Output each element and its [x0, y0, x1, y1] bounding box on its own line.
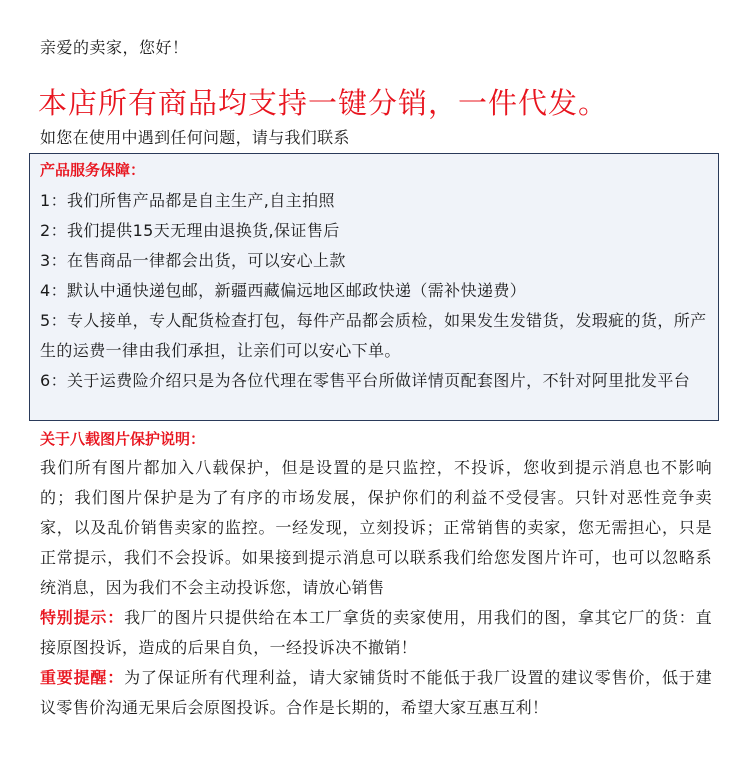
special-notice-paragraph [40, 603, 712, 663]
important-reminder-paragraph [40, 663, 712, 723]
headline-banner: 本店所有商品均支持一键分销，一件代发。 [38, 86, 609, 120]
greeting-text: 亲爱的卖家，您好！ [40, 38, 189, 57]
image-protection-title: 关于八载图片保护说明： [40, 430, 206, 448]
service-item-3: 3：在售商品一律都会出货，可以安心上款 [40, 251, 346, 270]
service-item-2: 2：我们提供15天无理由退换货,保证售后 [40, 221, 340, 240]
service-guarantee-title: 产品服务保障： [40, 161, 146, 179]
important-reminder-section [40, 663, 712, 723]
special-notice-section [40, 603, 712, 663]
important-reminder-label: 重要提醒： [40, 668, 125, 687]
important-reminder-text: 为了保证所有代理利益，请大家铺货时不能低于我厂设置的建议零售价，低于建议零售价沟通无果后会原图投诉。合作是长期的，希望大家互惠互利！ [40, 668, 712, 717]
image-protection-section [40, 427, 712, 603]
service-item-5: 5：专人接单，专人配货检查打包，每件产品都会质检，如果发生发错货，发瑕疵的货，所产生的运费一律由我们承担，让亲们可以安心下单。 [40, 311, 707, 360]
service-item-6: 6：关于运费险介绍只是为各位代理在零售平台所做详情页配套图片，不针对阿里批发平台 [40, 371, 691, 390]
contact-note: 如您在使用中遇到任何问题，请与我们联系 [40, 128, 350, 147]
special-notice-text: 我厂的图片只提供给在本工厂拿货的卖家使用，用我们的图，拿其它厂的货：直接原图投诉，造成的后果自负，一经投诉决不撤销！ [40, 608, 712, 657]
service-guarantee-box [29, 153, 719, 421]
image-protection-text: 我们所有图片都加入八载保护，但是设置的是只监控，不投诉，您收到提示消息也不影响的；我们图片保护是为了有序的市场发展，保护你们的利益不受侵害。只针对恶性竞争卖家，以及乱价销售卖家的监控。一经发现，立刻投诉；正常销售的卖家，您无需担心，只是正常提示，我们不会投诉。如果接到提示消息可以联系我们给您发图片许可，也可以忽略系统消息，因为我们不会主动投诉您，请放心销售 [40, 458, 712, 597]
special-notice-label: 特别提示： [40, 608, 125, 627]
service-item-1: 1：我们所售产品都是自主生产,自主拍照 [40, 191, 335, 210]
service-item-4: 4：默认中通快递包邮，新疆西藏偏远地区邮政快递（需补快递费） [40, 281, 527, 300]
